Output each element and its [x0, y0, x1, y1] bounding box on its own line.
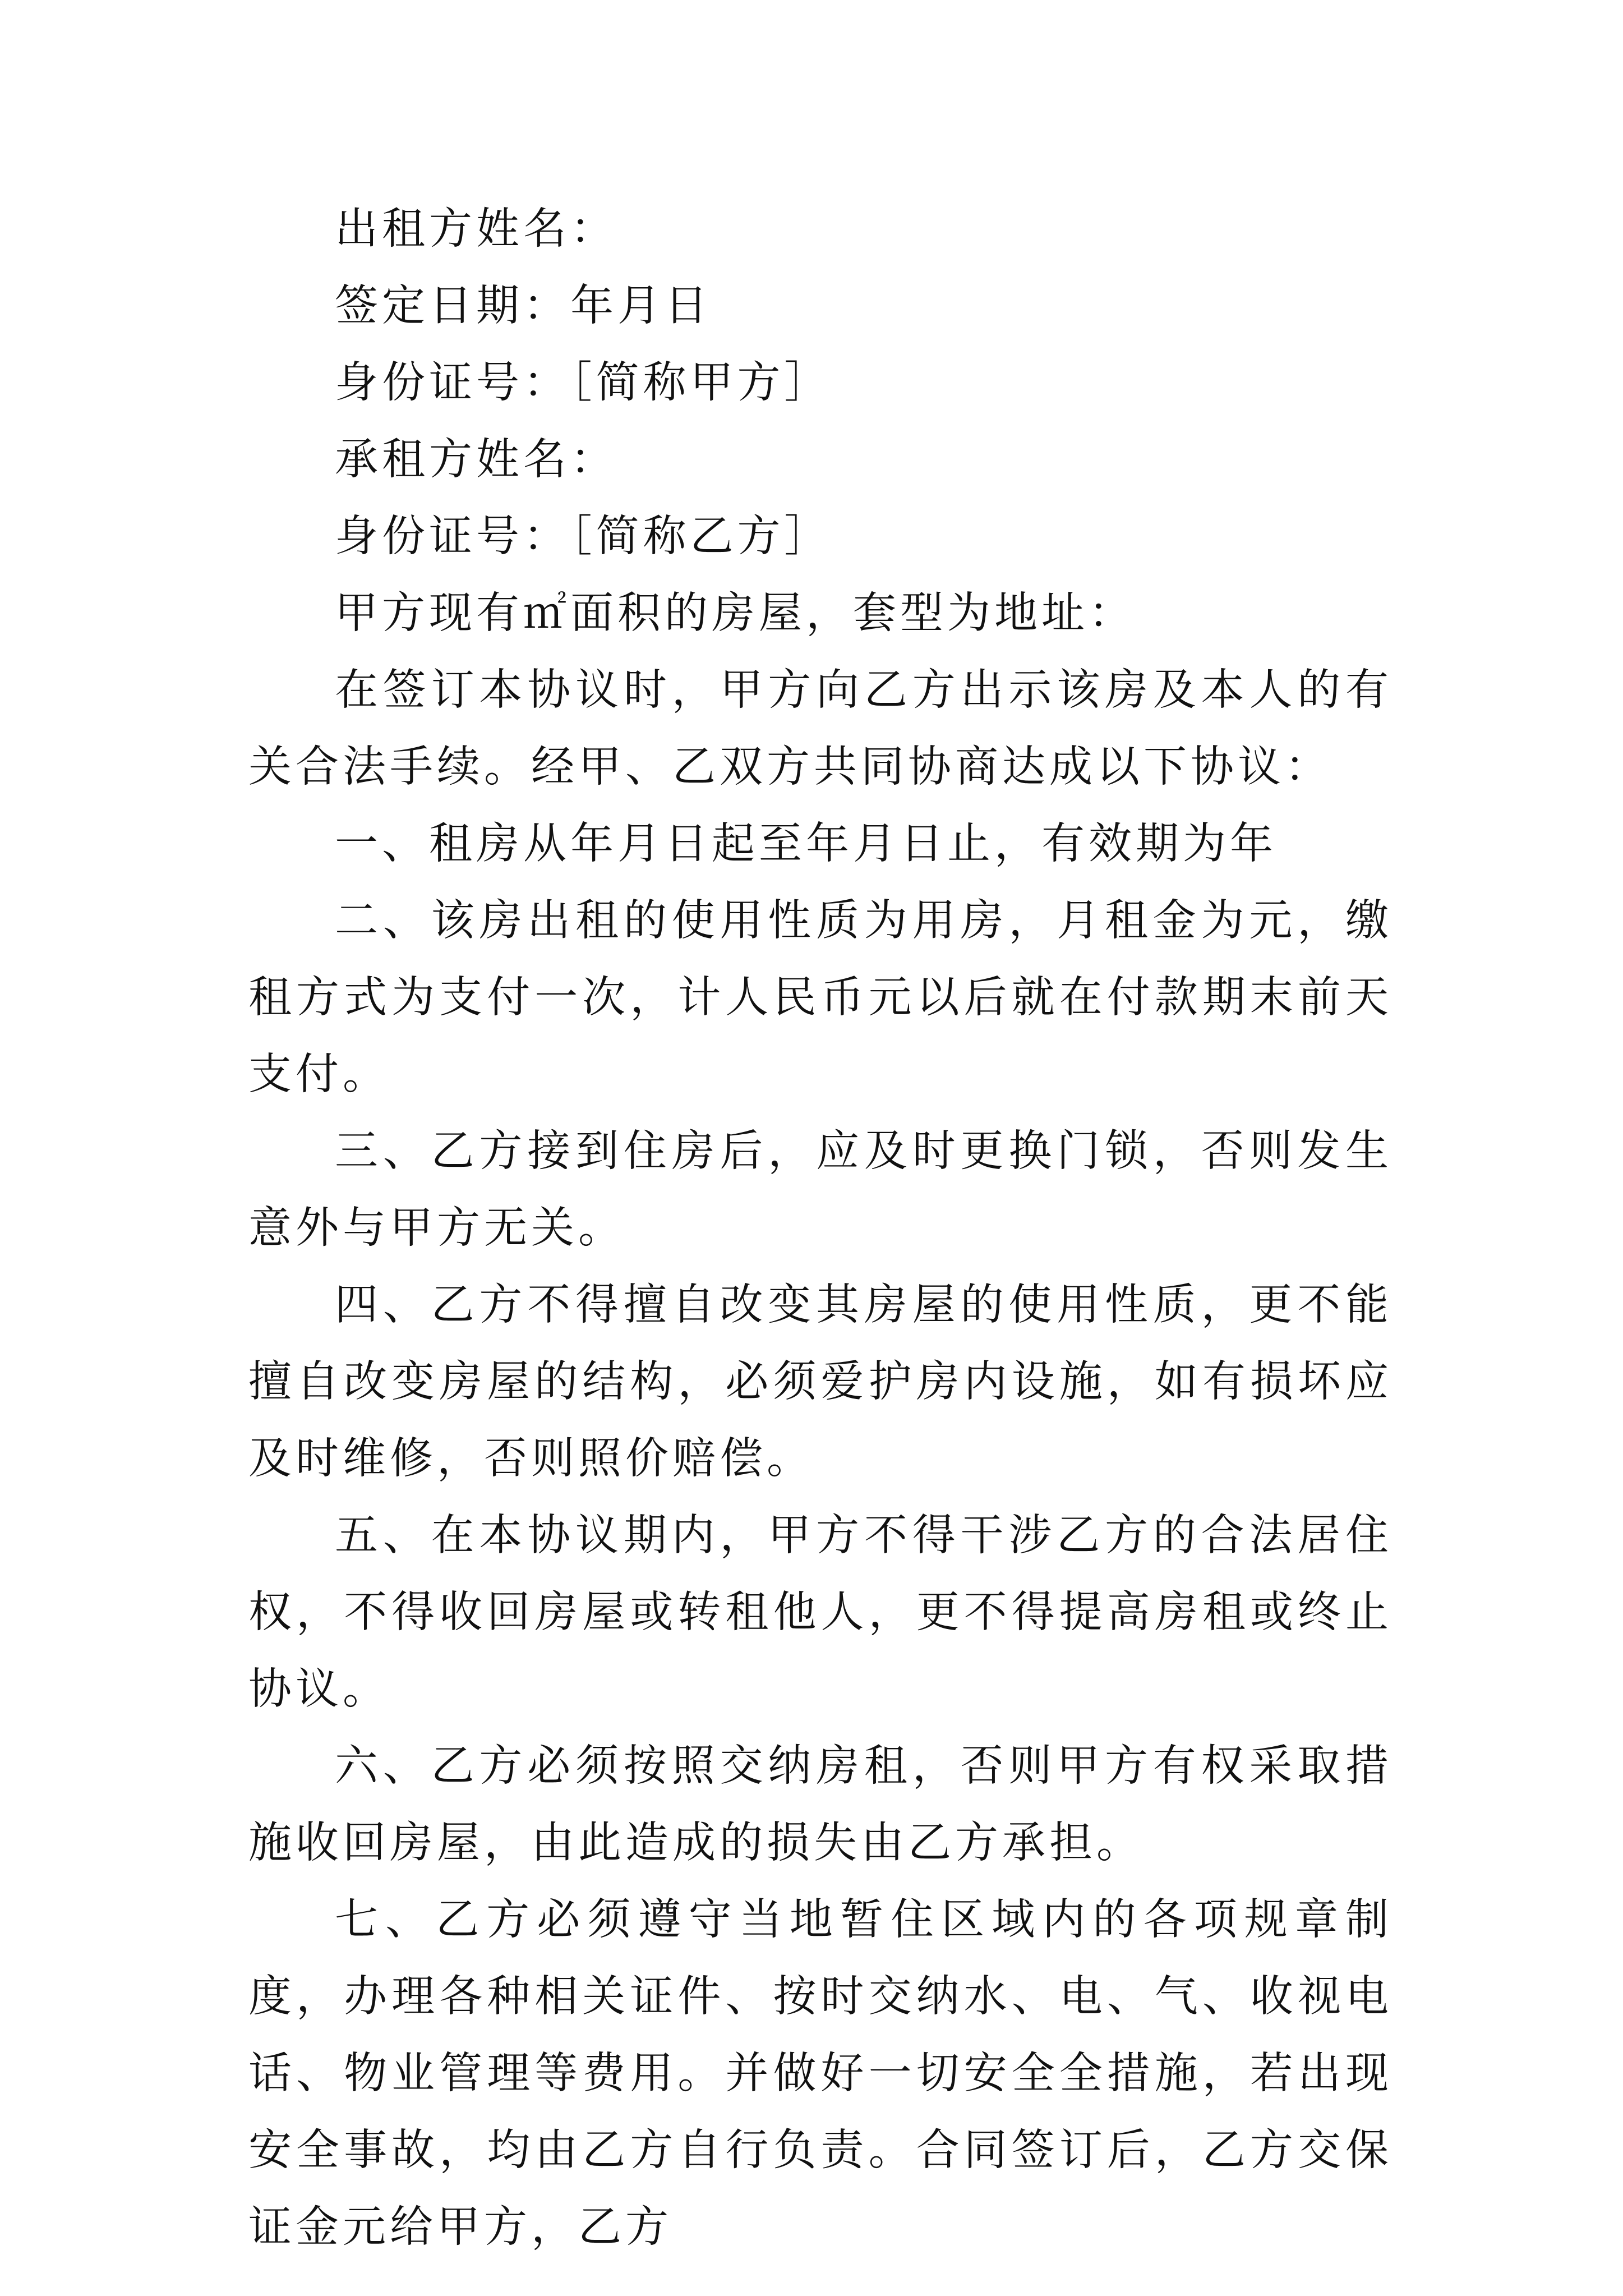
lessor-id-line: 身份证号：［简称甲方］ — [335, 358, 832, 408]
intro-paragraph: 在签订本协议时，甲方向乙方出示该房及本人的有关合法手续。经甲、乙双方共同协商达成以下协议： — [248, 665, 1393, 792]
clause-4: 四、乙方不得擅自改变其房屋的使用性质，更不能擅自改变房屋的结构，必须爱护房内设施，如有损坏应及时维修，否则照价赔偿。 — [248, 1280, 1393, 1484]
clause-3: 三、乙方接到住房后，应及时更换门锁，否则发生意外与甲方无关。 — [248, 1126, 1393, 1253]
signing-date-line: 签定日期：年月日 — [335, 281, 712, 331]
lessee-name-line: 承租方姓名： — [335, 435, 617, 485]
clause-5: 五、在本协议期内，甲方不得干涉乙方的合法居住权，不得收回房屋或转租他人，更不得提高房租或终止协议。 — [248, 1511, 1393, 1714]
lessee-id-line: 身份证号：［简称乙方］ — [335, 512, 832, 562]
lessor-name-line: 出租方姓名： — [335, 204, 617, 254]
clause-7: 七、乙方必须遵守当地暂住区域内的各项规章制度，办理各种相关证件、按时交纳水、电、气、收视电话、物业管理等费用。并做好一切安全全措施，若出现安全事故，均由乙方自行负责。合同签订后，乙方交保证金元给甲方，乙方 — [248, 1895, 1393, 2252]
clause-1: 一、租房从年月日起至年月日止，有效期为年 — [335, 819, 1277, 869]
contract-body — [248, 191, 1393, 2266]
clause-2: 二、该房出租的使用性质为用房，月租金为元，缴租方式为支付一次，计人民币元以后就在付款期末前天支付。 — [248, 896, 1393, 1099]
property-line: 甲方现有㎡面积的房屋，套型为地址： — [335, 588, 1136, 638]
clause-6: 六、乙方必须按照交纳房租，否则甲方有权采取措施收回房屋，由此造成的损失由乙方承担。 — [248, 1741, 1393, 1868]
